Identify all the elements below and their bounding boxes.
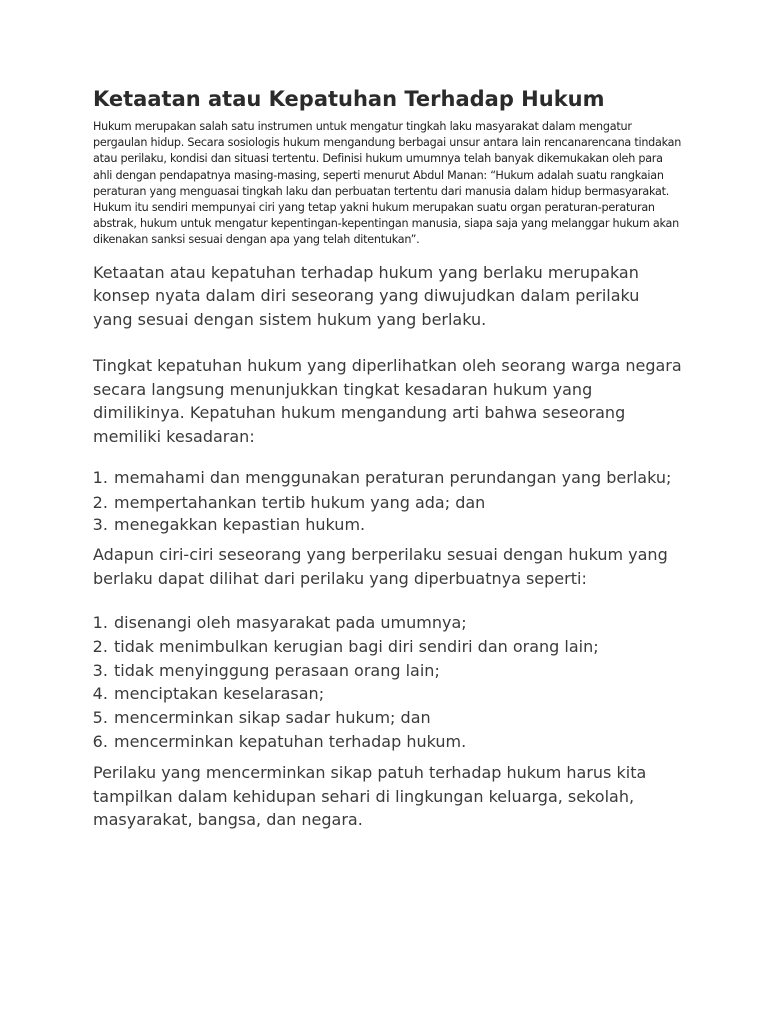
list-item: 1. disenangi oleh masyarakat pada umumnya; [113,611,683,635]
document-title: Ketaatan atau Kepatuhan Terhadap Hukum [93,87,605,111]
paragraph-compliance-level: Tingkat kepatuhan hukum yang diperlihatkan oleh seorang warga negara secara langsung menunjukkan tingkat kesadaran hukum yang dimilikinya. Kepatuhan hukum mengandung arti bahwa seseorang memiliki kesadaran: [93,356,682,446]
list-item: 5. mencerminkan sikap sadar hukum; dan [113,706,683,730]
paragraph-compliance-concept: Ketaatan atau kepatuhan terhadap hukum yang berlaku merupakan konsep nyata dalam diri seseorang yang diwujudkan dalam perilaku yang sesuai dengan sistem hukum yang berlaku. [93,262,640,329]
list-item: 2. mempertahankan tertib hukum yang ada; dan [113,492,683,514]
intro-paragraph: Hukum merupakan salah satu instrumen untuk mengatur tingkah laku masyarakat dalam mengatur pergaulan hidup. Secara sosiologis hukum mengandung berbagai unsur antara lain rencanarencana tindakan atau perilaku, kondisi dan situasi tertentu. Definisi hukum umumnya telah banyak dikemukakan oleh para ahli dengan pendapatnya masing-masing, seperti menurut Abdul Manan: “Hukum adalah suatu rangkaian peraturan yang menguasai tingkah laku dan perbuatan tertentu dari manusia dalam hidup bermasyarakat. Hukum itu sendiri mempunyai ciri yang tetap yakni hukum merupakan suatu organ peraturan-peraturan abstrak, hukum untuk mengatur kepentingan-kepentingan manusia, siapa saja yang melanggar hukum akan dikenakan sanksi sesuai dengan apa yang telah ditentukan”. [93,120,682,247]
awareness-list [93,469,683,536]
list-item: 3. menegakkan kepastian hukum. [113,514,683,536]
characteristics-list [93,611,683,753]
list-item: 4. menciptakan keselarasan; [113,682,683,706]
paragraph-characteristics: Adapun ciri-ciri seseorang yang berperilaku sesuai dengan hukum yang berlaku dapat dilihat dari perilaku yang diperbuatnya seperti: [93,545,668,588]
list-item: 3. tidak menyinggung perasaan orang lain; [113,659,683,683]
list-item: 1. memahami dan menggunakan peraturan perundangan yang berlaku; [113,469,683,486]
paragraph-conclusion: Perilaku yang mencerminkan sikap patuh terhadap hukum harus kita tampilkan dalam kehidupan sehari di lingkungan keluarga, sekolah, masyarakat, bangsa, dan negara. [93,763,647,830]
list-item: 6. mencerminkan kepatuhan terhadap hukum. [113,730,683,754]
list-item: 2. tidak menimbulkan kerugian bagi diri sendiri dan orang lain; [113,635,683,659]
document-page [93,84,683,832]
